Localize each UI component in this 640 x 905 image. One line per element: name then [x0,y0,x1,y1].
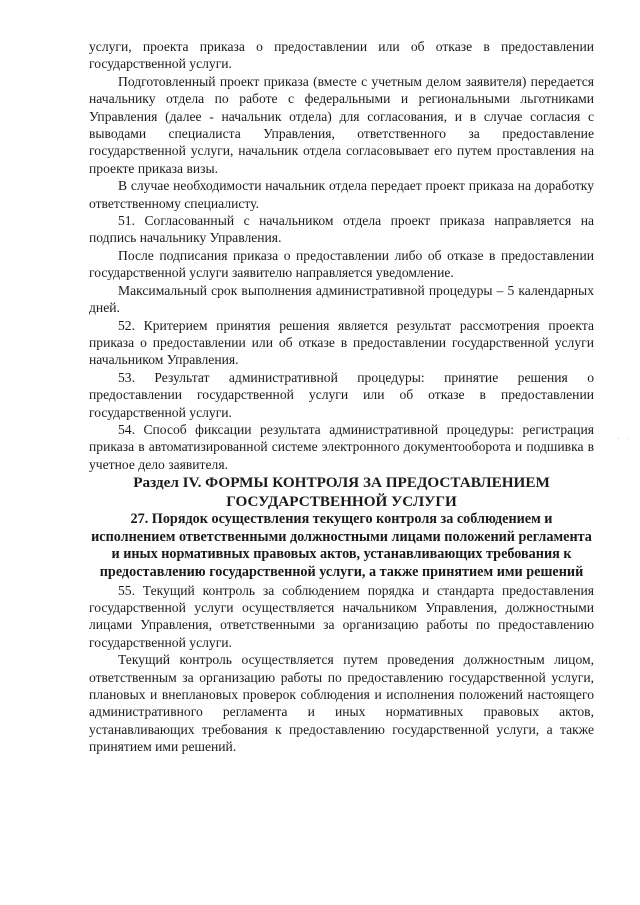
paragraph-51: 51. Согласованный с начальником отдела проект приказа направляется на подпись начальнику Управления. [89,213,594,246]
paragraph-54: 54. Способ фиксации результата административной процедуры: регистрация приказа в автоматизированной системе электронного документооборота и подшивка в учетное дело заявителя. [89,421,594,472]
paragraph-max-term: Максимальный срок выполнения административной процедуры – 5 календарных дней. [89,282,594,316]
scan-artifact: · · [617,436,632,442]
document-page [89,38,594,756]
paragraph-continuation: услуги, проекта приказа о предоставлении или об отказе в предоставлении государственной услуги. [89,39,594,72]
subsection-title: 27. Порядок осуществления текущего контроля за соблюдением и исполнением ответственными должностными лицами положений регламента и иных нормативных правовых актов, устанавливающих требования к предоставлению государственной услуги, а также принятием ими решений [91,511,592,580]
paragraph-53: 53. Результат административной процедуры: принятие решения о предоставлении государственной услуги или об отказе в предоставлении государственной услуги. [89,369,594,420]
paragraph-55: 55. Текущий контроль за соблюдением порядка и стандарта предоставления государственной услуги осуществляется начальником Управления, должностными лицами Управления, ответственными за организацию работы по предоставлению государственной услуги. [89,582,594,650]
paragraph-notification: После подписания приказа о предоставлении либо об отказе в предоставлении государственной услуги заявителю направляется уведомление. [89,247,594,281]
paragraph-revision: В случае необходимости начальник отдела передает проект приказа на доработку ответственному специалисту. [89,178,594,211]
section-title: Раздел IV. ФОРМЫ КОНТРОЛЯ ЗА ПРЕДОСТАВЛЕНИЕМ ГОСУДАРСТВЕННОЙ УСЛУГИ [133,474,550,511]
paragraph-current-control: Текущий контроль осуществляется путем проведения должностным лицом, ответственным за организацию работы по предоставлению государственной услуги, плановых и внеплановых проверок соблюдения и исполнения положений настоящего административного регламента и иных нормативных правовых актов, устанавливающих требования к предоставлению государственной услуги, а также принятием ими решений. [89,652,594,755]
paragraph-52: 52. Критерием принятия решения является результат рассмотрения проекта приказа о предоставлении или об отказе в предоставлении государственной услуги начальником Управления. [89,317,594,368]
paragraph-draft-approval: Подготовленный проект приказа (вместе с учетным делом заявителя) передается начальнику отдела по работе с федеральными и региональными льготниками Управления (далее - начальник отдела) для согласования, и в случае согласия с выводами специалиста Управления, ответственного за предоставление государственной услуги, начальник отдела согласовывает его путем проставления на проекте приказа визы. [89,73,594,176]
